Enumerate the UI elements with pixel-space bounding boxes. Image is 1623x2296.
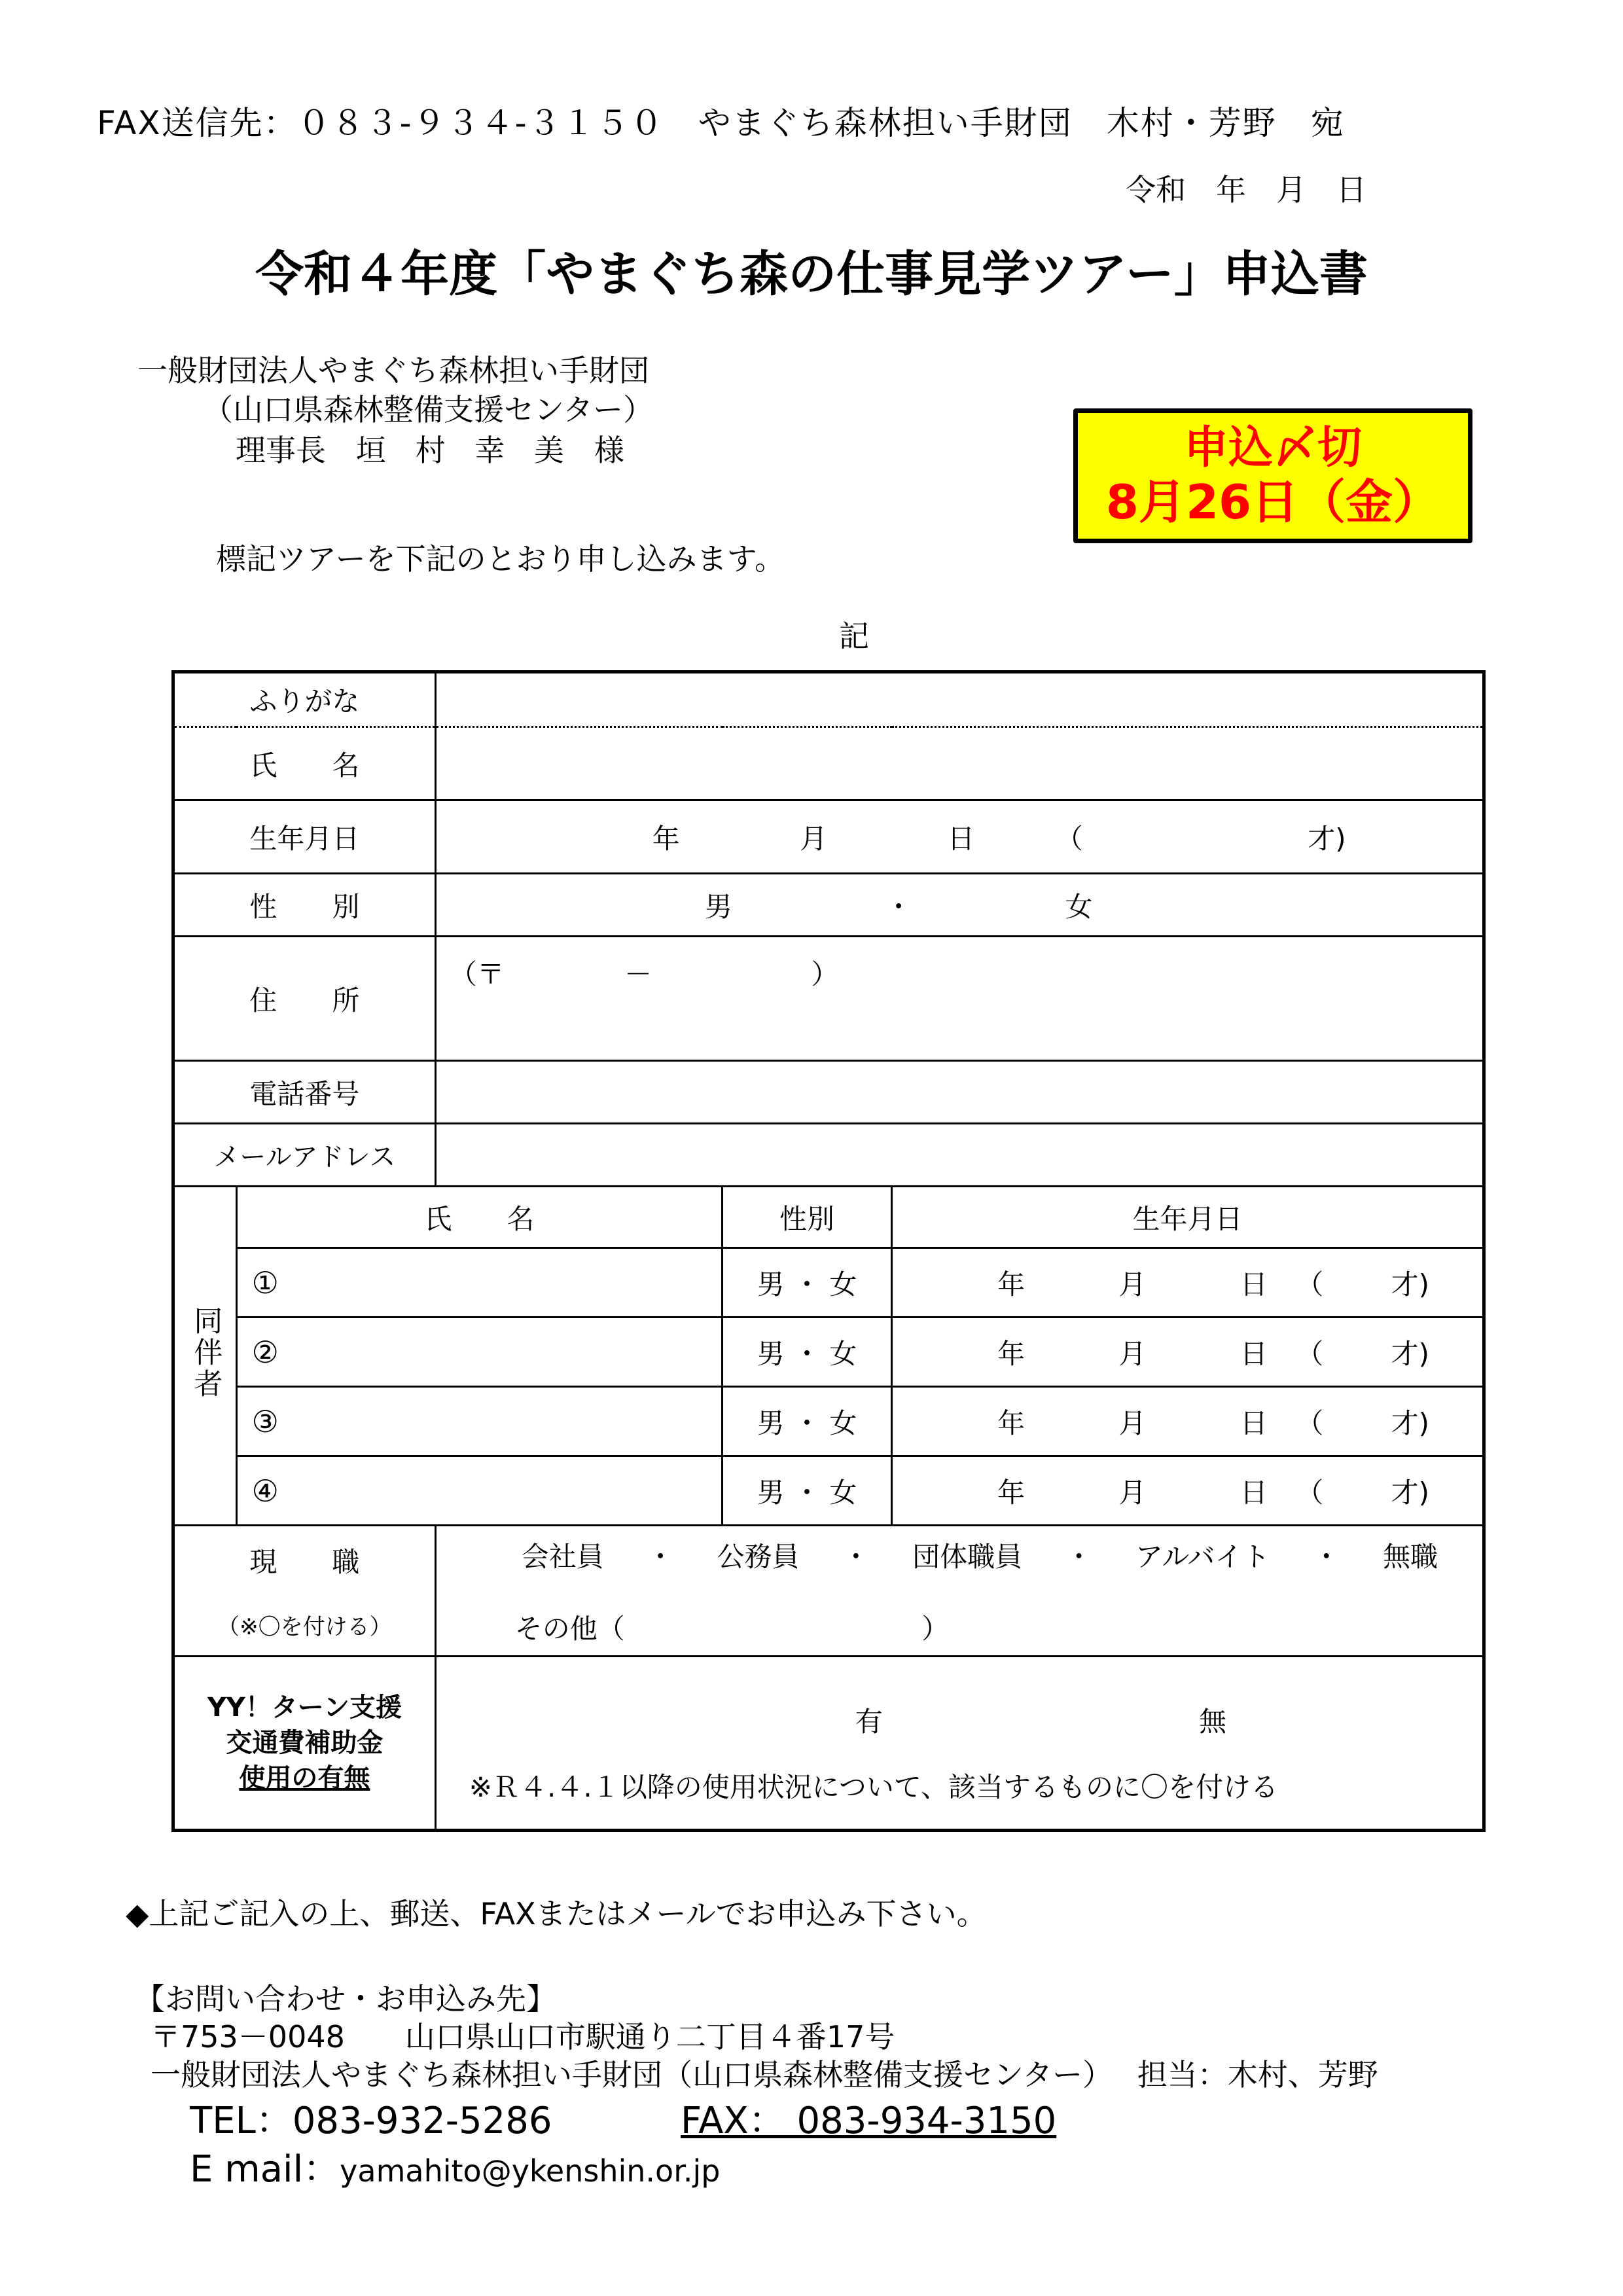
application-form-table [171,670,1486,1832]
companion-gender-field[interactable]: 男 ・ 女 [722,1456,892,1526]
companion-name-field[interactable] [236,1456,722,1526]
birth-month-unit: 月 [1118,1407,1147,1439]
subsidy-yes-option[interactable]: 有 [855,1706,883,1738]
name-field[interactable] [435,727,1484,800]
contact-tel: TEL：083-932-5286 [190,2100,552,2142]
deadline-label: 申込〆切 [1183,422,1362,474]
companion-birth-field[interactable] [892,1318,1484,1387]
birth-month-unit: 月 [1118,1476,1147,1509]
companion-gender-field[interactable]: 男 ・ 女 [722,1318,892,1387]
birth-day-unit: 日 [1240,1268,1268,1300]
date-line: 令和 年 月 日 [1126,172,1366,207]
email-field[interactable] [435,1124,1484,1187]
birth-age-unit: 才) [1391,1476,1429,1509]
fax-destination: FAX送信先：０８３-９３４-３１５０ やまぐち森林担い手財団 木村・芳野 宛 [97,104,1345,142]
contact-organization: 一般財団法人やまぐち森林担い手財団（山口県森林整備支援センター） 担当：木村、芳野 [151,2057,1378,2092]
page-title: 令和４年度「やまぐち森の仕事見学ツアー」申込書 [255,246,1368,302]
subsidy-label-cell [173,1657,436,1831]
companions-side-label [173,1187,237,1526]
occupation-option-public[interactable]: 公務員 [717,1540,800,1573]
birth-year-unit: 年 [997,1407,1026,1439]
companion-name-field[interactable] [236,1248,722,1318]
birth-age-open: （ [1296,1337,1324,1370]
companions-label-text: 同伴者 [188,1305,223,1400]
contact-address: 〒753－0048 山口県山口市駅通り二丁目４番17号 [151,2019,895,2054]
companion-number: ② [251,1334,279,1370]
birth-year-unit: 年 [997,1268,1026,1300]
birth-age-unit: 才) [1391,1268,1429,1300]
birth-month-unit: 月 [1118,1337,1147,1370]
companion-number: ① [251,1265,279,1300]
subsidy-label-line3: 使用の有無 [239,1763,370,1793]
separator: ・ [842,1540,870,1573]
birth-month-unit: 月 [1118,1268,1147,1300]
email-label: E mail： [190,2148,340,2191]
companion-row [173,1248,1484,1318]
birth-year-unit: 年 [997,1337,1026,1370]
occupation-instruction: （※〇を付ける） [217,1614,392,1640]
birth-age-open: （ [1296,1476,1324,1509]
companion-col-birth: 生年月日 [892,1187,1484,1248]
phone-field[interactable] [435,1061,1484,1124]
furigana-label: ふりがな [173,672,436,727]
birth-age-unit: 才) [1391,1407,1429,1439]
companion-gender-field[interactable]: 男 ・ 女 [722,1387,892,1456]
companion-row [173,1456,1484,1526]
postal-close: ） [811,958,839,990]
companion-col-gender: 性別 [722,1187,892,1248]
birth-day-unit: 日 [947,822,975,855]
deadline-box [1073,408,1472,543]
addressee-org: 一般財団法人やまぐち森林担い手財団 [137,353,649,388]
postal-dash: － [624,958,652,990]
companion-number: ③ [251,1403,279,1439]
submission-note: ◆上記ご記入の上、郵送、FAXまたはメールでお申込み下さい。 [126,1896,987,1931]
companion-row [173,1387,1484,1456]
birthdate-label: 生年月日 [173,800,436,874]
companion-name-field[interactable] [236,1318,722,1387]
phone-label: 電話番号 [173,1061,436,1124]
occupation-other-close: ） [921,1612,950,1645]
birth-day-unit: 日 [1240,1407,1268,1439]
addressee-name: 理事長 垣 村 幸 美 様 [236,433,624,468]
occupation-option-organization[interactable]: 団体職員 [912,1540,1023,1573]
separator: ・ [647,1540,675,1573]
address-field[interactable] [435,937,1484,1061]
birth-year-unit: 年 [652,822,680,855]
companion-row [173,1318,1484,1387]
subsidy-label-line1: YY！ターン支援 [207,1693,402,1723]
ki-heading: 記 [839,619,869,654]
deadline-date: 8月26日（金） [1105,475,1440,529]
companion-birth-field[interactable] [892,1456,1484,1526]
birth-day-unit: 日 [1240,1476,1268,1509]
occupation-field [435,1526,1484,1657]
name-label: 氏 名 [173,727,436,800]
birth-month-unit: 月 [800,822,828,855]
gender-separator: ・ [885,890,913,923]
birth-age-open: （ [1296,1407,1324,1439]
companion-birth-field[interactable] [892,1387,1484,1456]
contact-email [190,2140,720,2193]
gender-label: 性 別 [173,874,436,937]
subsidy-note: ※Ｒ４.４.１以降の使用状況について、該当するものに〇を付ける [469,1771,1279,1803]
companion-name-field[interactable] [236,1387,722,1456]
furigana-field[interactable] [435,672,1484,727]
email-label: メールアドレス [173,1124,436,1187]
birthdate-field[interactable] [435,800,1484,874]
address-label: 住 所 [173,937,436,1061]
occupation-other-label[interactable]: その他（ [514,1612,625,1645]
companion-col-name: 氏 名 [236,1187,722,1248]
contact-fax: FAX： 083-934-3150 [681,2100,1057,2142]
companion-number: ④ [251,1473,279,1509]
birth-age-unit: 才) [1391,1337,1429,1370]
occupation-option-company[interactable]: 会社員 [521,1540,604,1573]
subsidy-field [435,1657,1484,1831]
occupation-option-parttime[interactable]: アルバイト [1135,1540,1270,1573]
email-address[interactable]: yamahito@ykenshin.or.jp [340,2153,721,2189]
separator: ・ [1312,1540,1340,1573]
gender-male-option[interactable]: 男 [704,890,732,923]
subsidy-label-line2: 交通費補助金 [226,1728,383,1758]
gender-field [435,874,1484,937]
addressee-center: （山口県森林整備支援センター） [203,392,654,427]
contact-heading: 【お問い合わせ・お申込み先】 [135,1981,556,2017]
occupation-label: 現 職 [249,1546,360,1578]
subsidy-no-option[interactable]: 無 [1199,1706,1227,1738]
birth-age-unit: 才) [1308,822,1346,855]
birth-year-unit: 年 [997,1476,1026,1509]
birth-age-open: （ [1055,822,1083,855]
occupation-label-cell [173,1526,436,1657]
birth-day-unit: 日 [1240,1337,1268,1370]
birth-age-open: （ [1296,1268,1324,1300]
companion-birth-field[interactable] [892,1248,1484,1318]
gender-female-option[interactable]: 女 [1065,890,1093,923]
occupation-option-unemployed[interactable]: 無職 [1383,1540,1438,1573]
intro-text: 標記ツアーを下記のとおり申し込みます。 [216,541,785,577]
postal-open: （〒 [449,958,505,990]
separator: ・ [1065,1540,1093,1573]
companion-gender-field[interactable]: 男 ・ 女 [722,1248,892,1318]
